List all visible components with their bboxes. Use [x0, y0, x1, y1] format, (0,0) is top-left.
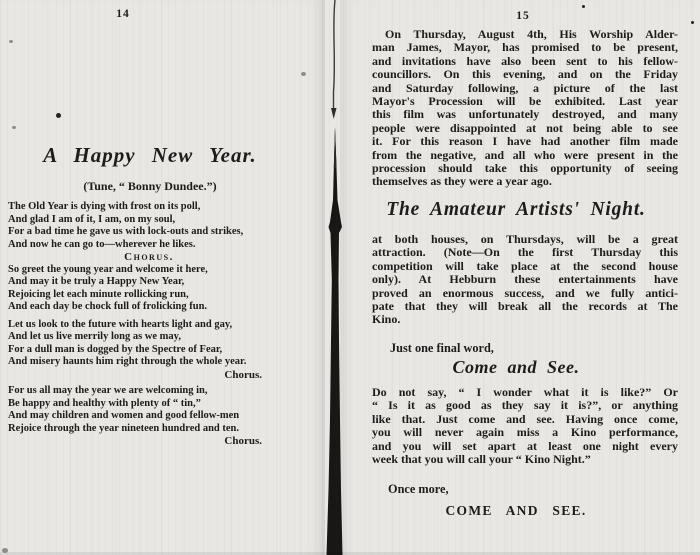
text-line: proved an enormous success, and we fully antici-	[372, 286, 678, 300]
text-line: only). At Hebburn these entertainments have	[372, 273, 678, 287]
stanza-chorus	[8, 264, 300, 314]
text-line: and invitations have also been sent to his fellow-	[372, 54, 678, 68]
text-line: The Old Year is dying with frost on its poll,	[8, 201, 201, 212]
text-line: For a bad time he gave us with lock-outs and strikes,	[8, 226, 244, 237]
text-line: Rejoice through the year nineteen hundred and ten.	[8, 422, 240, 434]
paragraph-mayor-visit	[372, 28, 678, 189]
binding-crease-line	[334, 0, 336, 110]
text-line: Do not say, “ I wonder what it is like?” Or	[372, 386, 678, 399]
text-line: And may it be truly a Happy New Year,	[8, 276, 185, 287]
poem-title: A Happy New Year.	[43, 143, 257, 167]
text-line: Let us look to the future with hearts light and gay,	[8, 318, 233, 330]
text-line: “ Is it as good as they say it is?”, or anything	[372, 399, 678, 413]
book-binding-gutter	[318, 0, 354, 555]
text-line: it. For this reason I have had another film made	[372, 135, 678, 149]
text-line: For us all may the year we are welcoming in,	[8, 385, 208, 396]
chorus-refrain-1: Chorus.	[224, 368, 262, 381]
text-line: Be happy and healthy with plenty of “ tin,”	[8, 397, 201, 409]
scan-speck	[56, 113, 61, 118]
text-line: And may children and women and good fellow-men	[8, 410, 240, 421]
stanza-3	[8, 319, 300, 369]
text-line: So greet the young year and welcome it here,	[8, 263, 208, 275]
text-line: competition will take place at the second house	[372, 259, 678, 273]
text-line: And glad I am of it, I am, on my soul,	[8, 213, 176, 225]
chorus-refrain-2: Chorus.	[224, 435, 262, 447]
scan-speck	[691, 21, 694, 24]
text-line: like that. Just come and see. Having once come,	[372, 412, 678, 426]
text-line: And now he can go to—wherever he likes.	[8, 238, 196, 250]
text-line: For a dull man is dogged by the Spectre of Fear,	[8, 343, 223, 355]
paragraph-amateur-night	[372, 233, 678, 327]
text-line: and Saturday following, a picture of the last	[372, 81, 678, 95]
page-number-right: 15	[516, 10, 530, 22]
text-line: Rejoicing let each minute rollicking run,	[8, 288, 189, 300]
chorus-heading: Chorus.	[124, 251, 174, 263]
scan-speck	[582, 5, 585, 8]
text-line: this film was unfortunately destroyed, and many	[372, 108, 678, 122]
text-line: week that you will call your “ Kino Night.”	[372, 453, 591, 467]
tune-line: (Tune, “ Bonny Dundee.”)	[83, 179, 217, 193]
scan-speck	[301, 72, 306, 76]
paragraph-come-and-see	[372, 386, 678, 466]
right-page	[340, 0, 700, 555]
text-line: And misery haunts him right through the whole year.	[8, 356, 247, 367]
stanza-4	[8, 385, 300, 435]
binding-crease-tip	[331, 108, 337, 119]
text-line: Mayor's Procession will be exhibited. Last year	[372, 95, 678, 109]
once-more-line: Once more,	[388, 482, 449, 496]
left-page	[0, 0, 325, 555]
closing-line: COME AND SEE.	[445, 503, 587, 518]
text-line: and you will set apart at least one night every	[372, 439, 678, 453]
subheading-come-and-see: Come and See.	[452, 357, 580, 377]
scan-speck	[9, 40, 13, 43]
scan-speck	[12, 126, 16, 129]
lead-in-line: Just one final word,	[390, 341, 494, 355]
text-line: at both houses, on Thursdays, will be a great	[372, 233, 678, 246]
text-line: And each day be chock full of frolicking fun.	[8, 301, 208, 312]
text-line: themselves as they were a year ago.	[372, 175, 552, 189]
text-line: councillors. On this evening, and on the Friday	[372, 68, 678, 82]
text-line: And let us live merrily long as we may,	[8, 331, 181, 342]
text-line: procession should take this opportunity of seeing	[372, 162, 678, 176]
text-line: Kino.	[372, 313, 401, 327]
stanza-1	[8, 201, 300, 251]
section-title: The Amateur Artists' Night.	[386, 199, 646, 220]
binding-shadow-strip	[327, 127, 343, 555]
binding-strip-tip	[334, 127, 337, 168]
text-line: man James, Mayor, has promised to be present,	[372, 41, 678, 55]
text-line: On Thursday, August 4th, His Worship Alder-	[385, 28, 678, 41]
text-line: attraction. (Note—On the first Thursday this	[372, 246, 678, 260]
text-line: from the negative, and all who were present in the	[372, 148, 678, 162]
page-number-left: 14	[116, 8, 130, 20]
text-line: people were disappointed at not being able to see	[372, 121, 678, 135]
text-line: pate that they will break all the records at The	[372, 300, 678, 314]
text-line: you will never again miss a Kino performance,	[372, 426, 678, 440]
poem-body	[8, 201, 300, 448]
